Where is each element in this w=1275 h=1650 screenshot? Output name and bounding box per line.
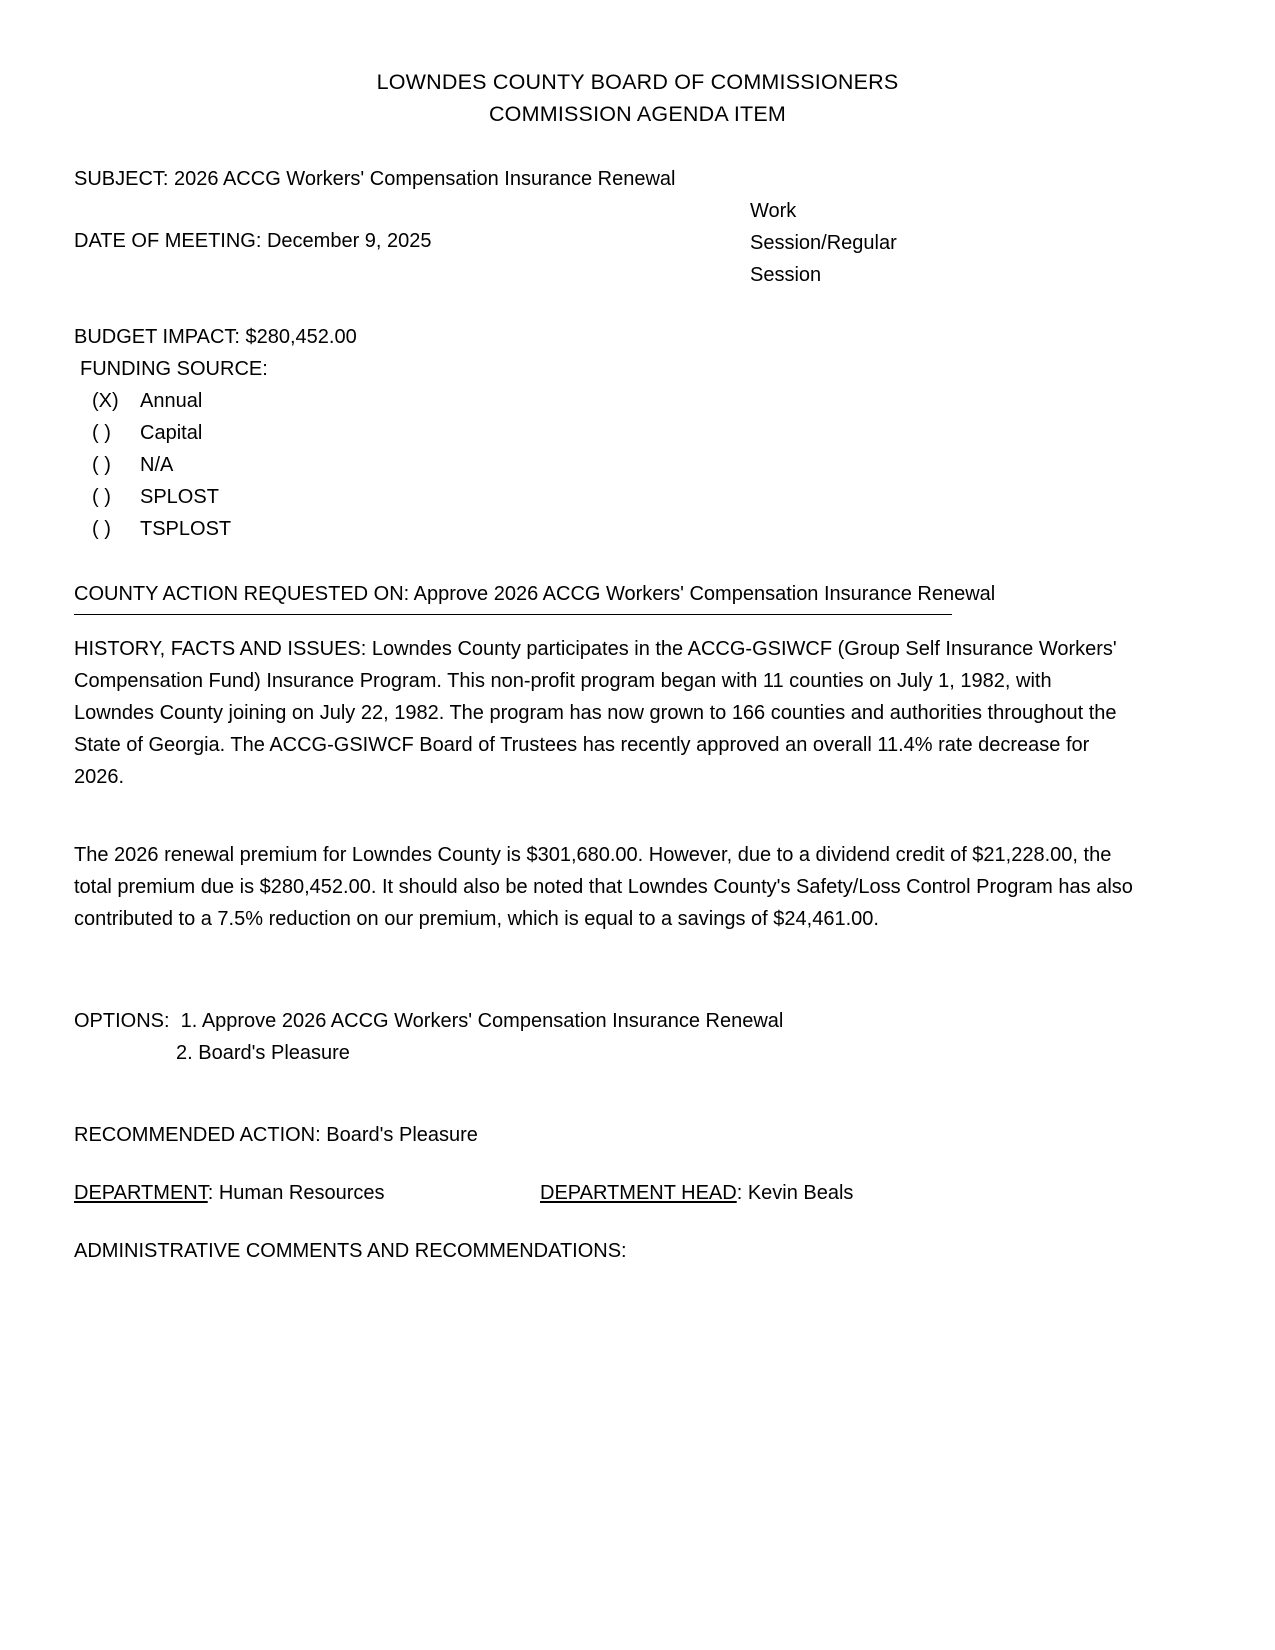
funding-option-label-capital: Capital [140, 422, 203, 444]
checkbox-annual[interactable]: (X) [92, 390, 119, 412]
subject-line: SUBJECT: 2026 ACCG Workers' Compensation Insurance Renewal [74, 168, 676, 190]
department-value: : Human Resources [207, 1182, 385, 1204]
budget-block [74, 321, 1154, 545]
meeting-and-session-row [74, 200, 1154, 321]
funding-option-splost[interactable] [92, 481, 1154, 513]
department-head-label: DEPARTMENT HEAD [540, 1182, 737, 1204]
history-paragraph-2: The 2026 renewal premium for Lowndes County is $301,680.00. However, due to a dividend credit of $21,228.00, the total premium due is $280,452.00. It should also be noted that Lowndes County's Safety/Loss Control Program has also contributed to a 7.5% reduction on our premium, which is equal to a savings of $24,461.00. [74, 844, 1133, 930]
checkbox-na[interactable]: ( ) [92, 454, 111, 476]
options-line-2: 2. Board's Pleasure [176, 1042, 350, 1064]
administrative-comments-line: ADMINISTRATIVE COMMENTS AND RECOMMENDATIONS: [74, 1240, 627, 1262]
checkbox-capital[interactable]: ( ) [92, 422, 111, 444]
department-label: DEPARTMENT [74, 1182, 208, 1204]
recommended-action-line: RECOMMENDED ACTION: Board's Pleasure [74, 1124, 478, 1146]
checkbox-splost[interactable]: ( ) [92, 486, 111, 508]
history-paragraph-1: HISTORY, FACTS AND ISSUES: Lowndes County participates in the ACCG-GSIWCF (Group Self Insurance Workers' Compensation Fund) Insurance Program. This non-profit program began with 11 counties on July 1, 1982, with Lowndes County joining on July 22, 1982. The program has now grown to 166 counties and authorities throughout the State of Georgia. The ACCG-GSIWCF Board of Trustees has recently approved an overall 11.4% rate decrease for 2026. [74, 638, 1117, 788]
department-row [74, 1177, 1154, 1209]
funding-option-capital[interactable] [92, 417, 1154, 449]
funding-option-na[interactable] [92, 449, 1154, 481]
funding-option-label-na: N/A [140, 454, 174, 476]
document-header [0, 0, 1275, 130]
funding-option-label-tsplost: TSPLOST [140, 518, 232, 540]
header-title-line-2: COMMISSION AGENDA ITEM [488, 102, 787, 126]
options-line-1: OPTIONS: 1. Approve 2026 ACCG Workers' Compensation Insurance Renewal [74, 1010, 784, 1032]
session-type-line-2: Session/Regular [750, 232, 897, 254]
meeting-date-line: DATE OF MEETING: December 9, 2025 [74, 230, 432, 252]
budget-impact-line: BUDGET IMPACT: $280,452.00 [74, 326, 357, 348]
options-block [74, 1005, 1154, 1069]
funding-source-label: FUNDING SOURCE: [80, 358, 268, 380]
document-body [74, 163, 1154, 1287]
county-action-block [74, 578, 1154, 619]
county-action-line: COUNTY ACTION REQUESTED ON: Approve 2026 ACCG Workers' Compensation Insurance Renewal [74, 583, 996, 605]
funding-source-options [74, 385, 1154, 545]
department-head-value: : Kevin Beals [736, 1182, 854, 1204]
funding-option-annual[interactable] [92, 385, 1154, 417]
section-divider [74, 614, 952, 615]
funding-option-label-splost: SPLOST [140, 486, 219, 508]
checkbox-tsplost[interactable]: ( ) [92, 518, 111, 540]
session-type-line-3: Session [750, 264, 822, 286]
funding-option-tsplost[interactable] [92, 513, 1154, 545]
department-field [74, 1177, 384, 1209]
session-type-block [750, 195, 1000, 291]
department-head-field [540, 1177, 853, 1209]
funding-option-label-annual: Annual [140, 390, 203, 412]
header-title-line-1: LOWNDES COUNTY BOARD OF COMMISSIONERS [376, 70, 899, 94]
session-type-line-1: Work [750, 200, 797, 222]
